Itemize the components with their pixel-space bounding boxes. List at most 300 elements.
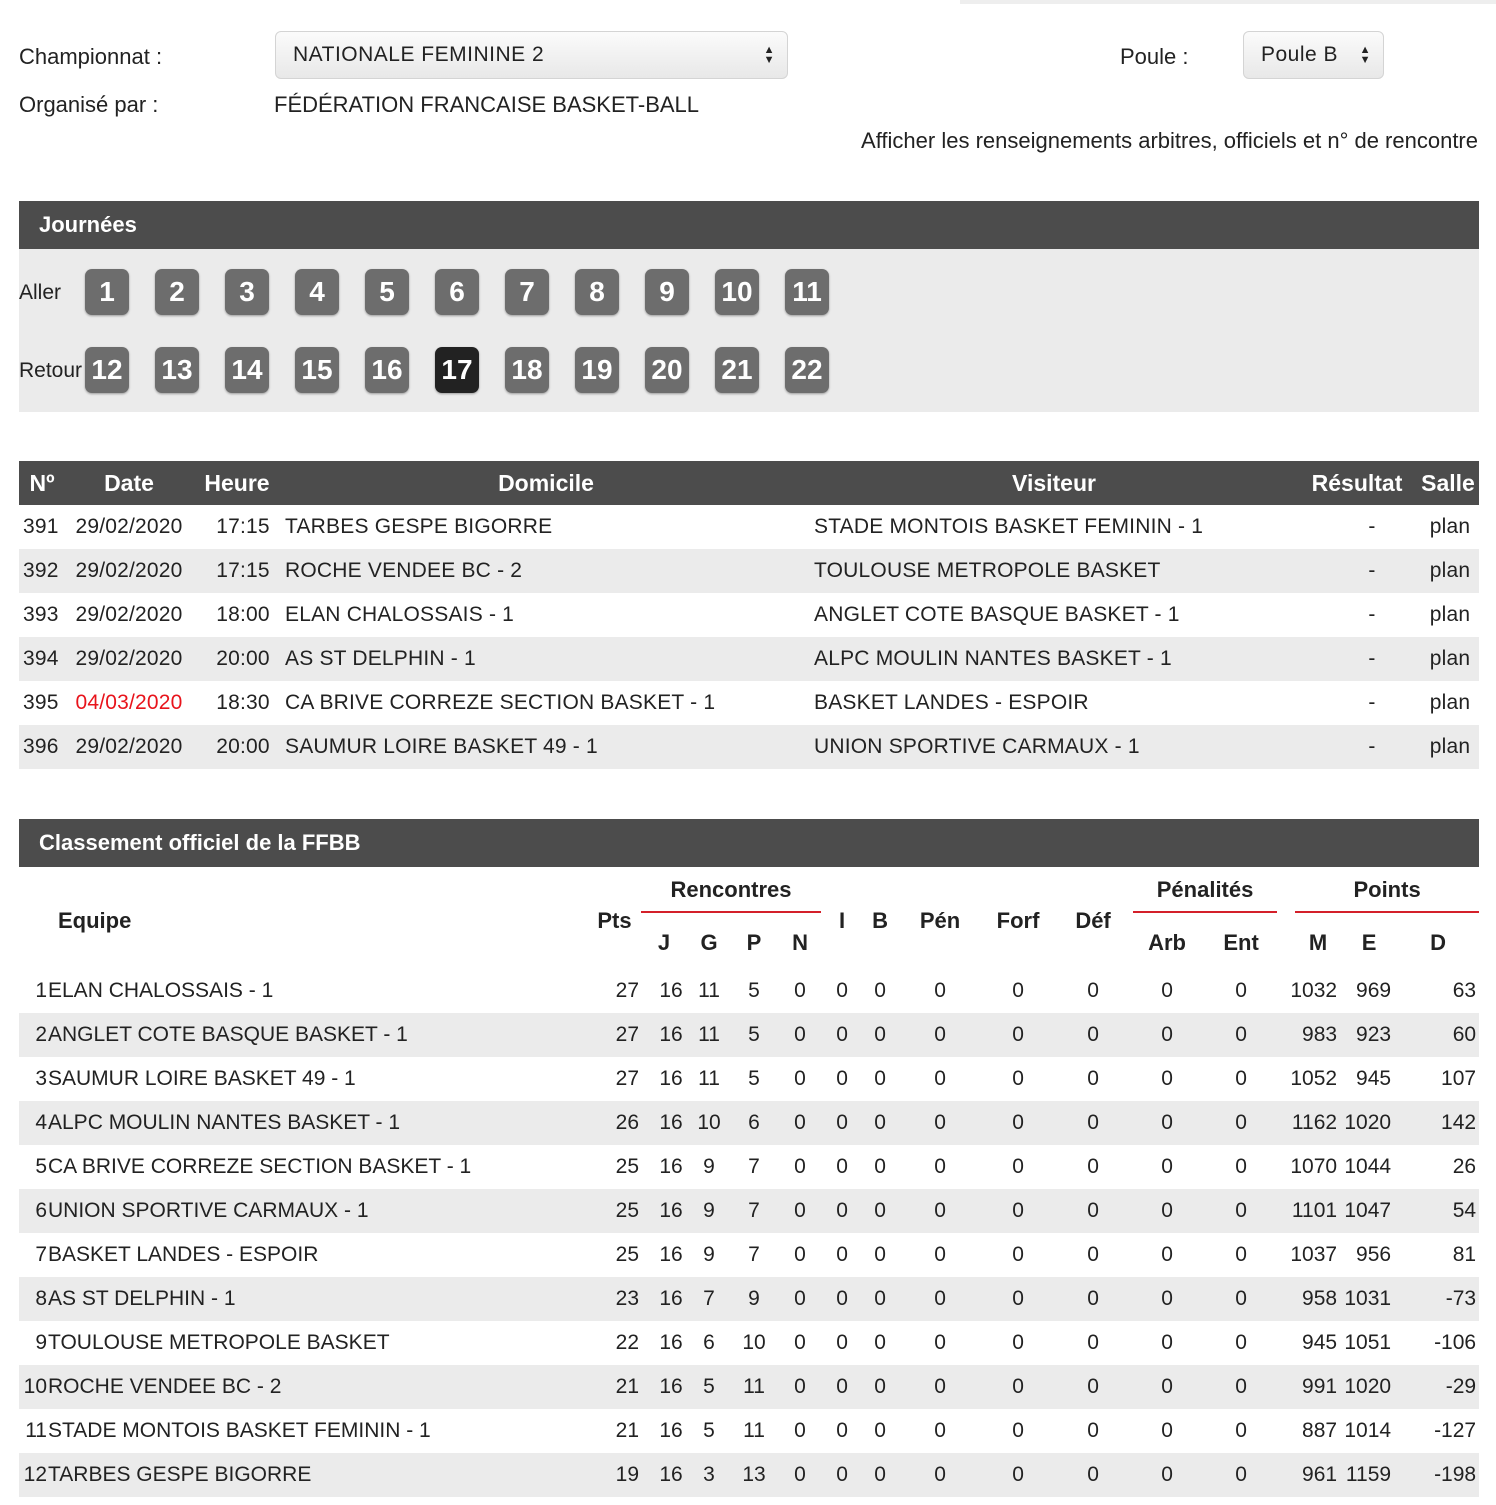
ranking-forf: 0 (981, 1013, 1055, 1057)
match-num: 395 (23, 691, 59, 714)
ranking-e: 1159 (1341, 1453, 1397, 1497)
ranking-row (19, 1145, 1479, 1189)
col-num[interactable]: Nº (19, 461, 65, 505)
ranking-g: 9 (703, 1155, 715, 1178)
ranking-i: 0 (836, 1067, 848, 1090)
col-forf: Forf (981, 873, 1055, 969)
ranking-n: 0 (794, 1331, 806, 1354)
ranking-arb: 0 (1131, 1013, 1203, 1057)
ranking-pts: 25 (615, 1243, 639, 1266)
championnat-select[interactable] (275, 31, 788, 79)
ranking-def: 0 (1055, 1365, 1131, 1409)
col-heure[interactable]: Heure (193, 461, 281, 505)
ranking-m: 991 (1279, 1365, 1341, 1409)
ranking-n: 0 (777, 1453, 823, 1497)
col-domicile[interactable]: Domicile (281, 461, 811, 505)
ranking-j: 16 (641, 1101, 687, 1145)
ranking-e: 1020 (1341, 1365, 1397, 1409)
ranking-m: 1052 (1290, 1067, 1338, 1090)
ranking-ent: 0 (1203, 1453, 1279, 1497)
ranking-m: 1101 (1279, 1189, 1341, 1233)
ranking-i: 0 (823, 1453, 861, 1497)
match-heure: 17:15 (216, 515, 270, 538)
ranking-row (19, 1233, 1479, 1277)
ranking-n: 0 (794, 979, 806, 1002)
ranking-e: 1047 (1341, 1189, 1397, 1233)
match-row (19, 725, 1479, 769)
ranking-i: 0 (823, 1013, 861, 1057)
match-salle-link[interactable]: plan (1429, 515, 1471, 538)
ranking-row (19, 1453, 1479, 1497)
ranking-arb: 0 (1161, 1155, 1173, 1178)
journee-button-5[interactable]: 5 (365, 269, 409, 315)
ranking-forf: 0 (981, 1189, 1055, 1233)
ranking-pts: 27 (615, 1067, 639, 1090)
ranking-d: 54 (1397, 1189, 1479, 1233)
ranking-pen: 0 (899, 1189, 981, 1233)
ranking-b: 0 (861, 1277, 899, 1321)
ranking-ent: 0 (1203, 1277, 1279, 1321)
ranking-def: 0 (1055, 1013, 1131, 1057)
match-resultat: - (1368, 603, 1376, 626)
journee-button-2[interactable]: 2 (155, 269, 199, 315)
ranking-pts: 25 (615, 1155, 639, 1178)
ranking-def: 0 (1087, 1067, 1099, 1090)
ranking-ent: 0 (1203, 1013, 1279, 1057)
ranking-row (19, 1057, 1479, 1101)
ranking-d: 60 (1397, 1013, 1479, 1057)
journee-button-17[interactable]: 17 (435, 347, 479, 393)
ranking-def: 0 (1087, 1331, 1099, 1354)
ranking-ent: 0 (1235, 1331, 1247, 1354)
retour-label: Retour (19, 359, 83, 382)
ranking-g: 11 (698, 979, 720, 1002)
ranking-pts: 19 (588, 1453, 641, 1497)
ranking-ent: 0 (1203, 1189, 1279, 1233)
match-num: 396 (19, 725, 65, 769)
ranking-row (19, 1189, 1479, 1233)
match-row (19, 505, 1479, 549)
poule-select[interactable] (1243, 31, 1384, 79)
col-d: D (1397, 917, 1479, 969)
ranking-n: 0 (777, 1365, 823, 1409)
ranking-pen: 0 (934, 979, 946, 1002)
journee-button-21[interactable]: 21 (715, 347, 759, 393)
journee-button-7[interactable]: 7 (505, 269, 549, 315)
group-points (1279, 873, 1479, 917)
group-rencontres (641, 873, 823, 917)
ranking-e: 1031 (1341, 1277, 1397, 1321)
match-heure: 18:00 (216, 603, 270, 626)
aller-label: Aller (19, 281, 62, 304)
ranking-i: 0 (823, 1189, 861, 1233)
ranking-ent: 0 (1235, 1243, 1247, 1266)
ranking-arb: 0 (1131, 1277, 1203, 1321)
classement-header (19, 819, 1479, 867)
ranking-ent: 0 (1235, 1419, 1247, 1442)
ranking-forf: 0 (1012, 1155, 1024, 1178)
col-arb: Arb (1131, 917, 1203, 969)
ranking-pts: 26 (588, 1101, 641, 1145)
journee-button-12[interactable]: 12 (85, 347, 129, 393)
col-pen: Pén (899, 873, 981, 969)
ranking-position: 11 (25, 1419, 47, 1442)
ranking-pen: 0 (899, 1277, 981, 1321)
col-g: G (687, 917, 731, 969)
journee-button-4[interactable]: 4 (295, 269, 339, 315)
col-b: B (861, 873, 899, 969)
ranking-b: 0 (874, 979, 886, 1002)
ranking-forf: 0 (981, 1101, 1055, 1145)
ranking-i: 0 (823, 1101, 861, 1145)
journee-button-18[interactable]: 18 (505, 347, 549, 393)
ranking-forf: 0 (981, 1277, 1055, 1321)
ranking-g: 11 (698, 1067, 720, 1090)
ranking-d: -198 (1397, 1453, 1479, 1497)
ranking-m: 983 (1279, 1013, 1341, 1057)
ranking-row (19, 1409, 1479, 1453)
ranking-i: 0 (823, 1365, 861, 1409)
match-salle-link[interactable]: plan (1417, 725, 1479, 769)
select-arrows-icon: ▲ ▼ (1359, 44, 1371, 66)
match-domicile[interactable]: AS ST DELPHIN - 1 (281, 637, 811, 681)
match-row (19, 681, 1479, 725)
match-salle-link[interactable]: plan (1429, 691, 1471, 714)
ranking-e: 969 (1356, 979, 1392, 1002)
ranking-row (19, 1365, 1479, 1409)
ranking-p: 10 (742, 1331, 766, 1354)
ranking-m: 961 (1279, 1453, 1341, 1497)
ranking-ent: 0 (1235, 1155, 1247, 1178)
penalites-label: Pénalités (1133, 877, 1277, 913)
ranking-position: 4 (19, 1101, 48, 1145)
ranking-b: 0 (874, 1155, 886, 1178)
ranking-g: 6 (703, 1331, 715, 1354)
championnat-select-value: NATIONALE FEMININE 2 (293, 43, 545, 66)
ranking-n: 0 (777, 1013, 823, 1057)
ranking-j: 16 (659, 1155, 683, 1178)
ranking-p: 5 (731, 1013, 777, 1057)
ranking-pts: 25 (588, 1189, 641, 1233)
classement-title: Classement officiel de la FFBB (39, 830, 361, 855)
ranking-g: 10 (687, 1101, 731, 1145)
match-resultat: - (1368, 691, 1376, 714)
ranking-team[interactable]: ALPC MOULIN NANTES BASKET - 1 (48, 1101, 588, 1145)
journees-title: Journées (39, 212, 137, 237)
ranking-e: 1014 (1344, 1419, 1392, 1442)
ranking-pts: 21 (615, 1419, 639, 1442)
ranking-b: 0 (874, 1419, 886, 1442)
ranking-m: 1032 (1290, 979, 1338, 1002)
ranking-d: 81 (1452, 1243, 1477, 1266)
col-date[interactable]: Date (65, 461, 193, 505)
match-domicile[interactable]: CA BRIVE CORREZE SECTION BASKET - 1 (285, 691, 716, 714)
ranking-p: 6 (731, 1101, 777, 1145)
ranking-p: 13 (731, 1453, 777, 1497)
match-domicile[interactable]: ROCHE VENDEE BC - 2 (281, 549, 811, 593)
journee-button-8[interactable]: 8 (575, 269, 619, 315)
ranking-def: 0 (1087, 1419, 1099, 1442)
ranking-i: 0 (836, 979, 848, 1002)
ranking-b: 0 (861, 1013, 899, 1057)
col-n: N (777, 917, 823, 969)
match-visiteur[interactable]: UNION SPORTIVE CARMAUX - 1 (811, 725, 1297, 769)
ranking-j: 16 (641, 1013, 687, 1057)
ranking-def: 0 (1087, 979, 1099, 1002)
ranking-e: 945 (1356, 1067, 1392, 1090)
journee-button-10[interactable]: 10 (715, 269, 759, 315)
ranking-b: 0 (861, 1101, 899, 1145)
ranking-n: 0 (777, 1189, 823, 1233)
ranking-team[interactable]: BASKET LANDES - ESPOIR (48, 1243, 319, 1266)
ranking-n: 0 (794, 1243, 806, 1266)
match-row (19, 549, 1479, 593)
ranking-pts: 23 (588, 1277, 641, 1321)
ranking-row (19, 1277, 1479, 1321)
match-heure: 18:30 (216, 691, 270, 714)
ranking-position: 6 (19, 1189, 48, 1233)
ranking-d: 142 (1397, 1101, 1479, 1145)
select-arrows-icon: ▲ ▼ (763, 44, 775, 66)
ranking-m: 1037 (1290, 1243, 1338, 1266)
ranking-e: 1051 (1344, 1331, 1392, 1354)
ranking-b: 0 (874, 1243, 886, 1266)
match-num: 394 (19, 637, 65, 681)
ranking-position: 3 (35, 1067, 47, 1090)
journees-panel (19, 249, 1479, 412)
ranking-row (19, 969, 1479, 1013)
match-salle-link[interactable]: plan (1417, 549, 1479, 593)
ranking-team[interactable]: ANGLET COTE BASQUE BASKET - 1 (48, 1013, 588, 1057)
ranking-team[interactable]: CA BRIVE CORREZE SECTION BASKET - 1 (48, 1155, 472, 1178)
match-visiteur[interactable]: STADE MONTOIS BASKET FEMININ - 1 (814, 515, 1204, 538)
ranking-i: 0 (836, 1331, 848, 1354)
ranking-j: 16 (659, 1331, 683, 1354)
poule-label: Poule : (1120, 44, 1189, 69)
group-penalites (1131, 873, 1279, 917)
match-num: 393 (23, 603, 59, 626)
ranking-arb: 0 (1131, 1101, 1203, 1145)
col-pts: Pts (588, 873, 641, 969)
ranking-arb: 0 (1131, 1365, 1203, 1409)
ranking-def: 0 (1087, 1243, 1099, 1266)
ranking-pts: 21 (588, 1365, 641, 1409)
ranking-pts: 27 (588, 1013, 641, 1057)
ranking-forf: 0 (1012, 1243, 1024, 1266)
ranking-d: 107 (1441, 1067, 1477, 1090)
ranking-ent: 0 (1235, 1067, 1247, 1090)
ranking-position: 1 (35, 979, 47, 1002)
ranking-team[interactable]: SAUMUR LOIRE BASKET 49 - 1 (48, 1067, 356, 1090)
match-resultat: - (1297, 637, 1417, 681)
ranking-p: 11 (743, 1419, 765, 1442)
ranking-j: 16 (659, 1419, 683, 1442)
ranking-g: 9 (687, 1189, 731, 1233)
ranking-team[interactable]: TOULOUSE METROPOLE BASKET (48, 1331, 390, 1354)
ranking-b: 0 (874, 1331, 886, 1354)
ranking-row (19, 1013, 1479, 1057)
journee-button-13[interactable]: 13 (155, 347, 199, 393)
ranking-e: 923 (1341, 1013, 1397, 1057)
poule-select-value: Poule B (1261, 43, 1339, 66)
ranking-def: 0 (1055, 1101, 1131, 1145)
col-resultat[interactable]: Résultat (1297, 461, 1417, 505)
ranking-team[interactable]: STADE MONTOIS BASKET FEMININ - 1 (48, 1419, 431, 1442)
ranking-pen: 0 (934, 1331, 946, 1354)
col-def: Déf (1055, 873, 1131, 969)
match-visiteur[interactable]: BASKET LANDES - ESPOIR (814, 691, 1089, 714)
ranking-team[interactable]: UNION SPORTIVE CARMAUX - 1 (48, 1189, 588, 1233)
journee-button-15[interactable]: 15 (295, 347, 339, 393)
ranking-n: 0 (794, 1155, 806, 1178)
ranking-row (19, 1321, 1479, 1365)
ranking-forf: 0 (1012, 1331, 1024, 1354)
match-heure: 17:15 (193, 549, 281, 593)
match-resultat: - (1297, 549, 1417, 593)
ranking-arb: 0 (1161, 1331, 1173, 1354)
ranking-arb: 0 (1131, 1453, 1203, 1497)
ranking-forf: 0 (981, 1453, 1055, 1497)
ranking-position: 7 (35, 1243, 47, 1266)
top-divider (960, 0, 1496, 4)
match-row (19, 637, 1479, 681)
ranking-i: 0 (823, 1277, 861, 1321)
organise-label: Organisé par : (19, 92, 159, 117)
ranking-team[interactable]: ROCHE VENDEE BC - 2 (48, 1365, 588, 1409)
ranking-p: 5 (748, 979, 760, 1002)
afficher-arbitres-link[interactable]: Afficher les renseignements arbitres, officiels et n° de rencontre (861, 128, 1478, 153)
match-heure: 20:00 (193, 725, 281, 769)
ranking-team[interactable]: TARBES GESPE BIGORRE (48, 1453, 588, 1497)
journees-header (19, 201, 1479, 249)
match-date: 29/02/2020 (65, 549, 193, 593)
match-date: 29/02/2020 (75, 515, 183, 538)
match-heure: 20:00 (193, 637, 281, 681)
ranking-position: 12 (19, 1453, 48, 1497)
ranking-forf: 0 (1012, 979, 1024, 1002)
ranking-team[interactable]: AS ST DELPHIN - 1 (48, 1277, 588, 1321)
ranking-i: 0 (836, 1419, 848, 1442)
ranking-arb: 0 (1161, 1243, 1173, 1266)
matches-header-row (19, 461, 1479, 505)
journee-button-14[interactable]: 14 (225, 347, 269, 393)
journee-button-16[interactable]: 16 (365, 347, 409, 393)
ranking-pen: 0 (899, 1453, 981, 1497)
ranking-b: 0 (861, 1189, 899, 1233)
matches-table (19, 461, 1479, 769)
ranking-d: 63 (1452, 979, 1477, 1002)
ranking-d: 26 (1452, 1155, 1477, 1178)
col-j: J (641, 917, 687, 969)
ranking-i: 0 (836, 1243, 848, 1266)
ranking-p: 9 (731, 1277, 777, 1321)
ranking-pts: 27 (615, 979, 639, 1002)
ranking-position: 5 (35, 1155, 47, 1178)
match-domicile[interactable]: ELAN CHALOSSAIS - 1 (285, 603, 515, 626)
col-ent: Ent (1203, 917, 1279, 969)
match-salle-link[interactable]: plan (1417, 637, 1479, 681)
ranking-m: 1070 (1290, 1155, 1338, 1178)
classement-table (19, 873, 1479, 1497)
ranking-p: 7 (731, 1189, 777, 1233)
ranking-d: -127 (1434, 1419, 1477, 1442)
journee-button-9[interactable]: 9 (645, 269, 689, 315)
ranking-pts: 22 (615, 1331, 639, 1354)
ranking-g: 9 (703, 1243, 715, 1266)
ranking-g: 11 (687, 1013, 731, 1057)
championnat-label: Championnat : (19, 44, 163, 69)
ranking-n: 0 (794, 1419, 806, 1442)
ranking-pen: 0 (899, 1365, 981, 1409)
ranking-m: 958 (1279, 1277, 1341, 1321)
ranking-i: 0 (836, 1155, 848, 1178)
ranking-def: 0 (1055, 1189, 1131, 1233)
ranking-j: 16 (641, 1277, 687, 1321)
rencontres-label: Rencontres (641, 877, 821, 913)
journee-button-19[interactable]: 19 (575, 347, 619, 393)
ranking-g: 5 (687, 1365, 731, 1409)
ranking-pen: 0 (899, 1013, 981, 1057)
match-visiteur[interactable]: ANGLET COTE BASQUE BASKET - 1 (814, 603, 1180, 626)
match-resultat: - (1297, 725, 1417, 769)
match-date: 04/03/2020 (75, 691, 183, 714)
ranking-d: -29 (1397, 1365, 1479, 1409)
ranking-pen: 0 (899, 1101, 981, 1145)
ranking-position: 9 (35, 1331, 47, 1354)
ranking-j: 16 (641, 1453, 687, 1497)
ranking-pen: 0 (934, 1067, 946, 1090)
ranking-e: 1020 (1341, 1101, 1397, 1145)
journee-button-11[interactable]: 11 (785, 269, 829, 315)
match-visiteur[interactable]: ALPC MOULIN NANTES BASKET - 1 (811, 637, 1297, 681)
match-visiteur[interactable]: TOULOUSE METROPOLE BASKET (811, 549, 1297, 593)
organise-value: FÉDÉRATION FRANCAISE BASKET-BALL (274, 92, 700, 117)
ranking-j: 16 (641, 1365, 687, 1409)
ranking-g: 5 (703, 1419, 715, 1442)
ranking-n: 0 (777, 1277, 823, 1321)
ranking-arb: 0 (1131, 1189, 1203, 1233)
ranking-forf: 0 (981, 1365, 1055, 1409)
ranking-def: 0 (1055, 1453, 1131, 1497)
ranking-def: 0 (1055, 1277, 1131, 1321)
ranking-m: 887 (1302, 1419, 1338, 1442)
col-visiteur[interactable]: Visiteur (811, 461, 1297, 505)
match-salle-link[interactable]: plan (1429, 603, 1471, 626)
ranking-row (19, 1101, 1479, 1145)
col-salle[interactable]: Salle (1417, 461, 1479, 505)
match-domicile[interactable]: TARBES GESPE BIGORRE (285, 515, 553, 538)
journee-button-22[interactable]: 22 (785, 347, 829, 393)
match-domicile[interactable]: SAUMUR LOIRE BASKET 49 - 1 (281, 725, 811, 769)
col-p: P (731, 917, 777, 969)
col-e: E (1341, 917, 1397, 969)
match-num: 391 (23, 515, 59, 538)
col-equipe: Equipe (48, 873, 588, 969)
ranking-n: 0 (794, 1067, 806, 1090)
ranking-p: 5 (748, 1067, 760, 1090)
ranking-team[interactable]: ELAN CHALOSSAIS - 1 (48, 979, 274, 1002)
journee-button-20[interactable]: 20 (645, 347, 689, 393)
journee-button-1[interactable]: 1 (85, 269, 129, 315)
match-date: 29/02/2020 (65, 637, 193, 681)
ranking-b: 0 (874, 1067, 886, 1090)
ranking-p: 7 (748, 1243, 760, 1266)
ranking-arb: 0 (1161, 1067, 1173, 1090)
journee-button-6[interactable]: 6 (435, 269, 479, 315)
ranking-b: 0 (861, 1453, 899, 1497)
journee-button-3[interactable]: 3 (225, 269, 269, 315)
ranking-arb: 0 (1161, 979, 1173, 1002)
